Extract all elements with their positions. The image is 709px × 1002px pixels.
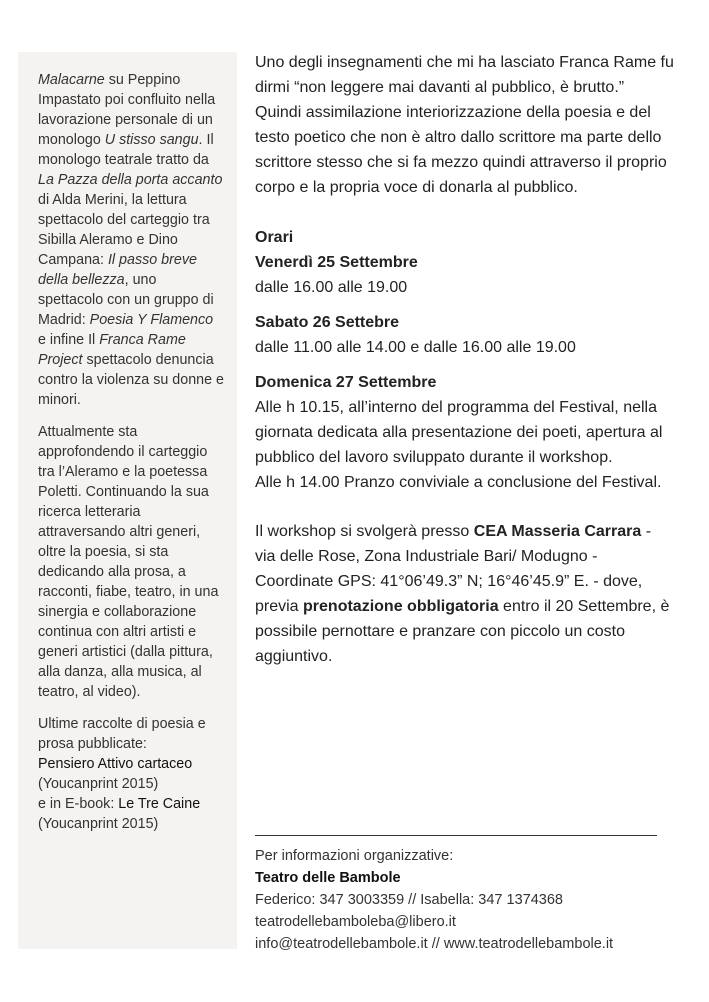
publication-pensiero-attivo: Pensiero Attivo cartaceo — [38, 756, 193, 772]
main-content — [255, 50, 675, 669]
day-name: Sabato 26 Settebre — [255, 314, 400, 331]
footer-divider — [255, 835, 657, 836]
schedule-day — [255, 310, 675, 360]
work-title-la-pazza: La Pazza della porta accanto — [38, 172, 223, 188]
work-title-u-stisso-sangu: U stisso sangu — [104, 132, 199, 148]
schedule-day — [255, 370, 675, 495]
sidebar-paragraph-current: Attualmente sta approfondendo il carteggio tra l’Aleramo e la poetessa Poletti. Continuando la sua ricerca letteraria attraversando altri generi, oltre la poesia, si sta dedicando alla prosa, a racconti, fiabe, teatro, in una sinergia e collaborazione continua con altri artisti e generi artistici (dalla pittura, alla danza, alla musica, al teatro, al video). — [38, 424, 219, 700]
booking-required: prenotazione obbligatoria — [303, 598, 499, 615]
intro-paragraph-2: Quindi assimilazione interiorizzazione della poesia e del testo poetico che non è altro dallo scrittore ma parte dello scrittore stesso che si fa mezzo quindi attraverso il proprio corpo e la propria voce di donarla al pubblico. — [255, 104, 667, 196]
work-title-poesia-y-flamenco: Poesia Y Flamenco — [89, 312, 214, 328]
phone-numbers: Federico: 347 3003359 // Isabella: 347 1374368 — [255, 892, 563, 908]
work-title-il-passo: Il passo breve della bellezza — [38, 252, 197, 288]
day-name: Domenica 27 Settembre — [255, 374, 437, 391]
sidebar-panel — [18, 52, 237, 949]
work-title-malacarne: Malacarne — [38, 72, 105, 88]
day-name: Venerdì 25 Settembre — [255, 254, 418, 271]
work-title-franca-rame-project: Franca Rame Project — [38, 332, 186, 368]
intro-paragraph: Uno degli insegnamenti che mi ha lasciato Franca Rame fu dirmi “non leggere mai davanti al pubblico, è brutto.” — [255, 54, 674, 96]
contact-footer — [255, 845, 675, 955]
publication-le-tre-caine: Le Tre Caine — [118, 796, 201, 812]
day-hours: Alle h 10.15, all’interno del programma del Festival, nella giornata dedicata alla presentazione dei poeti, apertura al pubblico del lavoro sviluppato durante il workshop. — [255, 399, 663, 466]
sidebar-paragraph-works: Malacarne su Peppino Impastato poi confluito nella lavorazione personale di un monologo U stisso sangu. Il monologo teatrale tratto da La Pazza della porta accanto di Alda Merini, la lettura spettacolo del carteggio tra Sibilla Aleramo e Dino Campana: Il passo breve della bellezza, uno spettacolo con un gruppo di Madrid: Poesia Y Flamenco e infine Il Franca Rame Project spettacolo denuncia contro la violenza su donne e minori. — [38, 72, 224, 408]
day-hours: dalle 11.00 alle 14.00 e dalle 16.00 alle 19.00 — [255, 339, 576, 356]
schedule-day — [255, 250, 675, 300]
workshop-location-paragraph: Il workshop si svolgerà presso CEA Masseria Carrara - via delle Rose, Zona Industriale Bari/ Modugno - Coordinate GPS: 41°06’49.3” N; 16°46’45.9” E. - dove, previa prenotazione obbligatoria entro il 20 Settembre, è possibile pernottare e pranzare con piccolo un costo aggiuntivo. — [255, 523, 670, 665]
info-label: Per informazioni organizzative: — [255, 848, 454, 864]
web-contacts[interactable]: info@teatrodellebambole.it // www.teatrodellebambole.it — [255, 936, 614, 952]
organizer-name: Teatro delle Bambole — [255, 870, 401, 886]
day-hours: dalle 16.00 alle 19.00 — [255, 279, 408, 296]
email-address[interactable]: teatrodellebamboleba@libero.it — [255, 914, 456, 930]
venue-name: CEA Masseria Carrara — [473, 523, 642, 540]
schedule-heading: Orari — [255, 229, 294, 246]
sidebar-paragraph-publications: Ultime raccolte di poesia e prosa pubblicate: Pensiero Attivo cartaceo (Youcanprint 2015) e in E-book: Le Tre Caine (Youcanprint 2015) — [38, 716, 206, 832]
day-hours-2: Alle h 14.00 Pranzo conviviale a conclusione del Festival. — [255, 474, 662, 491]
